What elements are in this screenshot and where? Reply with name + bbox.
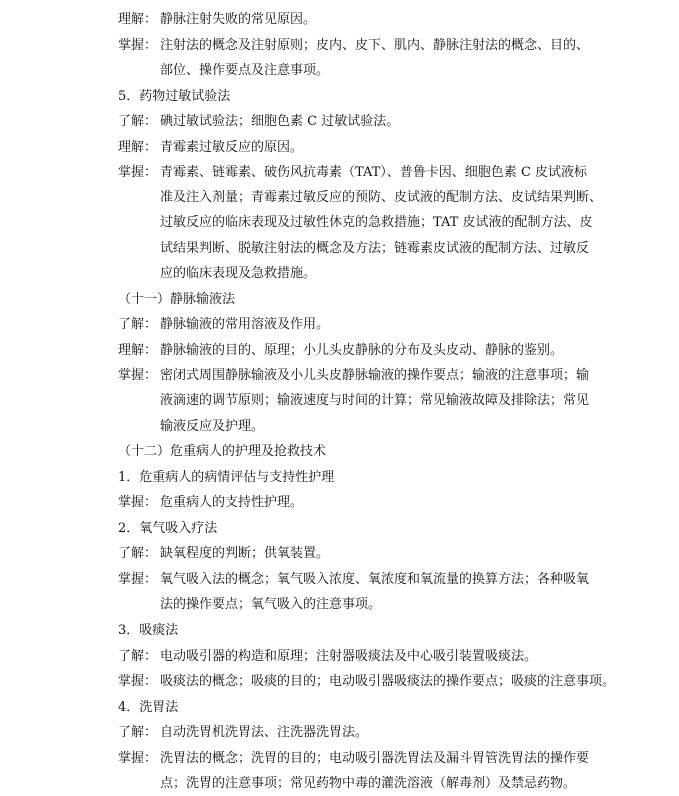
item-text: 自动洗胃机洗胃法、注洗器洗胃法。 [160, 725, 369, 740]
continuation-text: 应的临床表现及急救措施。 [160, 266, 317, 281]
item-label: 理解： [118, 140, 158, 155]
item-text: 危重病人的支持性护理。 [160, 495, 304, 510]
continuation-text: 过敏反应的临床表现及过敏性休克的急救措施；TAT 皮试液的配制方法、皮 [160, 215, 593, 230]
item-label: 掌握： [118, 165, 158, 180]
item-label: 掌握： [118, 751, 158, 766]
continuation-text: 试结果判断、脱敏注射法的概念及方法；链霉素皮试液的配制方法、过敏反 [160, 241, 590, 256]
continuation-text: 部位、操作要点及注意事项。 [160, 63, 330, 78]
item-text: 缺氧程度的判断；供氧装置。 [160, 546, 330, 561]
item-label: 了解： [118, 546, 158, 561]
item-label: 了解： [118, 725, 158, 740]
item-text: 静脉输液的常用溶液及作用。 [160, 317, 330, 332]
item-label: 了解： [118, 114, 158, 129]
item-label: 了解： [118, 649, 158, 664]
continuation-text: 点；洗胃的注意事项；常见药物中毒的灌洗溶液（解毒剂）及禁忌药物。 [160, 776, 577, 791]
item-text: 青霉素、链霉素、破伤风抗毒素（TAT）、普鲁卡因、细胞色素 C 皮试液标 [160, 165, 588, 180]
continuation-text: 法的操作要点；氧气吸入的注意事项。 [160, 597, 382, 612]
item-text: 氧气吸入法的概念；氧气吸入浓度、氧浓度和氧流量的换算方法；各种吸氧 [160, 572, 590, 587]
continuation-text: 输液反应及护理。 [160, 419, 265, 434]
heading-text: 4．洗胃法 [118, 700, 179, 715]
item-text: 电动吸引器的构造和原理；注射器吸痰法及中心吸引装置吸痰法。 [160, 649, 538, 664]
item-label: 了解： [118, 317, 158, 332]
item-text: 密闭式周围静脉输液及小儿头皮静脉输液的操作要点；输液的注意事项；输 [160, 368, 590, 383]
item-label: 掌握： [118, 674, 158, 689]
item-text: 洗胃法的概念；洗胃的目的；电动吸引器洗胃法及漏斗胃管洗胃法的操作要 [160, 751, 590, 766]
item-text: 碘过敏试验法；细胞色素 C 过敏试验法。 [160, 114, 400, 129]
item-label: 理解： [118, 343, 158, 358]
item-label: 掌握： [118, 495, 158, 510]
item-text: 静脉注射失败的常见原因。 [160, 12, 317, 27]
item-label: 掌握： [118, 368, 158, 383]
heading-text: 5．药物过敏试验法 [118, 89, 231, 104]
item-text: 青霉素过敏反应的原因。 [160, 140, 304, 155]
heading-text: 2．氧气吸入疗法 [118, 521, 218, 536]
heading-text: （十一）静脉输液法 [118, 292, 236, 307]
continuation-text: 准及注入剂量；青霉素过敏反应的预防、皮试液的配制方法、皮试结果判断、 [160, 190, 603, 205]
item-text: 注射法的概念及注射原则；皮内、皮下、肌内、静脉注射法的概念、目的、 [160, 38, 590, 53]
item-label: 掌握： [118, 572, 158, 587]
heading-text: 3．吸痰法 [118, 623, 179, 638]
item-text: 吸痰法的概念；吸痰的目的；电动吸引器吸痰法的操作要点；吸痰的注意事项。 [160, 674, 616, 689]
heading-text: 1．危重病人的病情评估与支持性护理 [118, 470, 335, 485]
item-label: 理解： [118, 12, 158, 27]
item-label: 掌握： [118, 38, 158, 53]
heading-text: （十二）危重病人的护理及抢救技术 [118, 444, 327, 459]
item-text: 静脉输液的目的、原理；小儿头皮静脉的分布及头皮动、静脉的鉴别。 [160, 343, 564, 358]
continuation-text: 液滴速的调节原则；输液速度与时间的计算；常见输液故障及排除法；常见 [160, 393, 590, 408]
